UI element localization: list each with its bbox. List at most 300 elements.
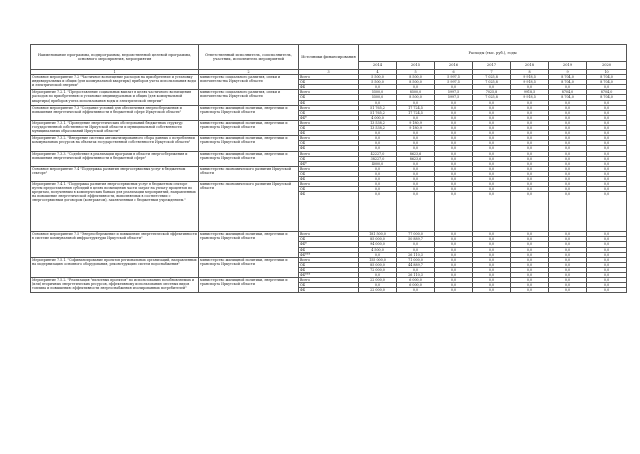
amount-cell: 0,0 [511, 267, 549, 272]
column-index: 10 [587, 70, 627, 75]
amount-cell: 0,0 [587, 242, 627, 247]
amount-cell: 0,0 [435, 141, 473, 146]
amount-cell: 0,0 [549, 237, 587, 242]
amount-cell: 0,0 [359, 166, 397, 171]
amount-cell: 0,0 [587, 85, 627, 90]
amount-cell: 5 500,0 [359, 80, 397, 85]
amount-cell: 5 997,5 [435, 80, 473, 85]
amount-cell: 8 704,0 [549, 75, 587, 80]
amount-cell: 8 704,0 [549, 95, 587, 100]
amount-cell: 0,0 [549, 105, 587, 110]
amount-cell: 0,0 [435, 105, 473, 110]
funding-source: ФБ [299, 85, 359, 90]
amount-cell: 0,0 [549, 100, 587, 105]
amount-cell: 38227,0 [359, 156, 397, 161]
amount-cell: 0,0 [549, 267, 587, 272]
activity-name: Основное мероприятие 7.4 "Поддержка развития энергосервисных услуг в бюджетном секторе" [31, 166, 199, 181]
amount-cell: 0,0 [473, 171, 511, 176]
amount-cell: 0,0 [397, 136, 435, 141]
amount-cell: 0,0 [435, 100, 473, 105]
amount-cell: 8623,6 [397, 151, 435, 156]
financing-table-page [30, 44, 626, 293]
amount-cell: 0,0 [473, 288, 511, 293]
amount-cell: 44 889,7 [397, 262, 435, 267]
amount-cell: 0,0 [397, 176, 435, 181]
amount-cell: 0,0 [473, 232, 511, 237]
amount-cell: 0,0 [587, 252, 627, 257]
amount-cell: 0,0 [511, 100, 549, 105]
amount-cell: 0,0 [435, 182, 473, 187]
header-year-2019: 2019 [549, 62, 587, 70]
amount-cell: 0,0 [549, 283, 587, 288]
funding-source: ОБ [299, 110, 359, 115]
amount-cell: 0,0 [435, 288, 473, 293]
responsible-executor: министерство экономического развития Иркутской области [199, 182, 299, 232]
amount-cell: 0,0 [435, 110, 473, 115]
funding-source: ФБ*** [299, 252, 359, 257]
amount-cell: 0,0 [473, 166, 511, 171]
amount-cell: 0,0 [397, 171, 435, 176]
amount-cell: 5997,5 [435, 90, 473, 95]
funding-source: ОБ [299, 283, 359, 288]
amount-cell: 8 704,0 [549, 80, 587, 85]
activity-name: Мероприятие 7.2.1. "Предоставление социальных выплат в целях частичного возмещения расходов по приобретению и установке индивидуальных и общих (для коммунальной квартиры) приборов учета использования воды и электрической энергии" [31, 90, 199, 105]
amount-cell: 0,0 [511, 182, 549, 187]
amount-cell: 0,0 [549, 192, 587, 232]
amount-cell: 0,0 [359, 100, 397, 105]
amount-cell: 0,0 [473, 262, 511, 267]
amount-cell: 0,0 [359, 182, 397, 187]
amount-cell: 0,0 [511, 278, 549, 283]
amount-cell: 0,0 [549, 262, 587, 267]
funding-source: ФБ [299, 131, 359, 136]
funding-source: ОБ [299, 237, 359, 242]
amount-cell: 0,0 [435, 146, 473, 151]
responsible-executor: министерство жилищной политики, энергетики и транспорта Иркутской области [199, 105, 299, 120]
funding-source: ФБ [299, 192, 359, 232]
amount-cell: 0,0 [435, 242, 473, 247]
amount-cell: 0,0 [587, 176, 627, 181]
amount-cell: 0,0 [587, 146, 627, 151]
amount-cell: 9918,5 [511, 90, 549, 95]
table-body [31, 70, 627, 293]
amount-cell: 0,0 [549, 187, 587, 192]
amount-cell: 0,0 [511, 110, 549, 115]
amount-cell: 0,0 [435, 252, 473, 257]
amount-cell: 0,0 [359, 192, 397, 232]
amount-cell: 0,0 [473, 146, 511, 151]
amount-cell: 0,0 [587, 131, 627, 136]
amount-cell: 0,0 [359, 176, 397, 181]
funding-source: ОБ [299, 156, 359, 161]
header-year-2016: 2016 [435, 62, 473, 70]
amount-cell: 0,0 [435, 278, 473, 283]
amount-cell: 0,0 [359, 187, 397, 192]
amount-cell: 8 704,0 [587, 95, 627, 100]
header-responsible: Ответственный исполнитель, соисполнитель, участник, исполнитель мероприятий [199, 45, 299, 70]
amount-cell: 5500,0 [359, 90, 397, 95]
amount-cell: 0,0 [435, 126, 473, 131]
amount-cell: 0,0 [473, 156, 511, 161]
amount-cell: 0,0 [359, 273, 397, 278]
amount-cell: 0,0 [511, 171, 549, 176]
amount-cell: 0,0 [473, 237, 511, 242]
amount-cell: 0,0 [549, 156, 587, 161]
amount-cell: 17 724,5 [397, 110, 435, 115]
activity-name: Основное мероприятие 7.5 "Энергосбережение и повышение энергетической эффективности в системе коммунальной инфраструктуры Иркутской области" [31, 232, 199, 257]
amount-cell: 0,0 [511, 131, 549, 136]
amount-cell: 0,0 [587, 278, 627, 283]
amount-cell: 0,0 [435, 187, 473, 192]
amount-cell: 0,0 [473, 141, 511, 146]
activity-name: Основное мероприятие 7.3 "Создание условий для обеспечения энергосбережения и повышения энергетической эффективности в бюджетной сфере Иркутской области" [31, 105, 199, 120]
amount-cell: 0,0 [549, 126, 587, 131]
amount-cell: 0,0 [511, 85, 549, 90]
amount-cell: 0,0 [473, 283, 511, 288]
amount-cell: 0,0 [511, 288, 549, 293]
amount-cell: 0,0 [549, 110, 587, 115]
amount-cell: 0,0 [587, 110, 627, 115]
amount-cell: 0,0 [435, 171, 473, 176]
responsible-executor: министерство социального развития, опеки и попечительства Иркутской области [199, 75, 299, 90]
amount-cell: 0,0 [587, 161, 627, 166]
amount-cell: 0,0 [511, 126, 549, 131]
amount-cell: 6 000,0 [397, 283, 435, 288]
amount-cell: 0,0 [587, 192, 627, 232]
amount-cell: 6 000,0 [397, 278, 435, 283]
funding-source: ОБ [299, 80, 359, 85]
amount-cell: 0,0 [473, 100, 511, 105]
amount-cell: 0,0 [549, 273, 587, 278]
amount-cell: 22 000,0 [359, 288, 397, 293]
amount-cell: 0,0 [435, 161, 473, 166]
amount-cell: 0,0 [587, 182, 627, 187]
funding-source: ОБ [299, 141, 359, 146]
amount-cell: 8 500,0 [397, 80, 435, 85]
amount-cell: 0,0 [359, 85, 397, 90]
activity-name: Мероприятие 7.3.1. "Проведение энергетических обследований бюджетных структур государственной собственности Иркутской области и муниципальной собственности муниципальных образований Иркутской области" [31, 120, 199, 135]
amount-cell: 0,0 [511, 283, 549, 288]
amount-cell: 17 724,5 [397, 105, 435, 110]
amount-cell: 0,0 [359, 283, 397, 288]
amount-cell: 0,0 [435, 232, 473, 237]
funding-source: ФБ* [299, 161, 359, 166]
amount-cell: 8623,6 [397, 156, 435, 161]
amount-cell: 0,0 [397, 146, 435, 151]
amount-cell: 0,0 [549, 171, 587, 176]
amount-cell: 0,0 [397, 166, 435, 171]
amount-cell: 0,0 [397, 182, 435, 187]
amount-cell: 0,0 [511, 237, 549, 242]
funding-source: Всего [299, 151, 359, 156]
amount-cell: 0,0 [359, 141, 397, 146]
amount-cell: 9 180,9 [397, 120, 435, 125]
amount-cell: 8 500,0 [397, 75, 435, 80]
header-year-2017: 2017 [473, 62, 511, 70]
amount-cell: 0,0 [587, 187, 627, 192]
amount-cell: 0,0 [511, 141, 549, 146]
amount-cell: 0,0 [549, 288, 587, 293]
activity-name: Мероприятие 7.3.2. "Внедрение системы автоматизированного сбора данных о потреблении коммунальных ресурсов на объектах государственной собственности Иркутской области" [31, 136, 199, 151]
amount-cell: 0,0 [473, 151, 511, 156]
header-expenses: Расходы (тыс. руб.), годы [359, 45, 627, 62]
amount-cell: 0,0 [549, 166, 587, 171]
amount-cell: 0,0 [587, 257, 627, 262]
responsible-executor: министерство жилищной политики, энергетики и транспорта Иркутской области [199, 257, 299, 277]
amount-cell: 0,0 [587, 105, 627, 110]
funding-source: Всего [299, 75, 359, 80]
funding-source: Всего [299, 166, 359, 171]
activity-name: Мероприятие 7.3.3. "Содействие в реализации программ в области энергосбережения и повышения энергетической эффективности в бюджетной сфере" [31, 151, 199, 166]
amount-cell: 85 000,0 [359, 262, 397, 267]
amount-cell: 0,0 [587, 232, 627, 237]
amount-cell: 0,0 [587, 273, 627, 278]
funding-source: ФБ [299, 100, 359, 105]
funding-source: ОБ [299, 95, 359, 100]
amount-cell: 0,0 [511, 232, 549, 237]
funding-source: Всего [299, 257, 359, 262]
amount-cell: 0,0 [549, 232, 587, 237]
amount-cell: 13 538,2 [359, 126, 397, 131]
funding-source: ФБ*** [299, 273, 359, 278]
amount-cell: 0,0 [359, 171, 397, 176]
amount-cell: 0,0 [511, 273, 549, 278]
amount-cell: 0,0 [549, 176, 587, 181]
column-index: 6 [435, 70, 473, 75]
amount-cell: 0,0 [435, 120, 473, 125]
amount-cell: 0,0 [397, 242, 435, 247]
amount-cell: 0,0 [473, 120, 511, 125]
amount-cell: 51 765,2 [359, 110, 397, 115]
amount-cell: 9 918,5 [511, 95, 549, 100]
amount-cell: 13 538,2 [359, 120, 397, 125]
amount-cell: 5997,5 [435, 95, 473, 100]
amount-cell: 0,0 [511, 115, 549, 120]
amount-cell: 7 025,8 [473, 80, 511, 85]
amount-cell: 181 500,0 [359, 232, 397, 237]
amount-cell: 0,0 [587, 156, 627, 161]
amount-cell: 0,0 [435, 115, 473, 120]
amount-cell: 77 000,0 [397, 232, 435, 237]
responsible-executor: министерство экономического развития Иркутской области [199, 166, 299, 181]
amount-cell: 0,0 [359, 146, 397, 151]
column-index: 5 [397, 70, 435, 75]
amount-cell: 0,0 [511, 156, 549, 161]
amount-cell: 0,0 [549, 131, 587, 136]
amount-cell: 0,0 [511, 120, 549, 125]
amount-cell: 0,0 [435, 247, 473, 252]
amount-cell: 0,0 [473, 182, 511, 187]
amount-cell: 0,0 [473, 136, 511, 141]
amount-cell: 0,0 [549, 252, 587, 257]
amount-cell: 85 000,0 [359, 237, 397, 242]
amount-cell: 4 000,0 [359, 115, 397, 120]
amount-cell: 0,0 [473, 247, 511, 252]
amount-cell: 51 765,2 [359, 105, 397, 110]
funding-source: Всего [299, 232, 359, 237]
amount-cell: 0,0 [397, 141, 435, 146]
amount-cell: 50 889,7 [397, 237, 435, 242]
amount-cell: 0,0 [397, 100, 435, 105]
amount-cell: 0,0 [435, 85, 473, 90]
amount-cell: 26 110,3 [397, 273, 435, 278]
funding-source: ФБ [299, 288, 359, 293]
amount-cell: 0,0 [587, 267, 627, 272]
amount-cell: 0,0 [511, 242, 549, 247]
amount-cell: 42227,0 [359, 151, 397, 156]
amount-cell: 0,0 [473, 115, 511, 120]
amount-cell: 0,0 [587, 151, 627, 156]
amount-cell: 0,0 [511, 161, 549, 166]
funding-source: Всего [299, 278, 359, 283]
amount-cell: 0,0 [511, 146, 549, 151]
activity-name: Основное мероприятие 7.2 "Частичное возмещение расходов на приобретение и установку индивидуальных и общих (для коммунальной квартиры) приборов учета использования воды и электрической энергии" [31, 75, 199, 90]
amount-cell: 0,0 [473, 110, 511, 115]
header-year-2015: 2015 [397, 62, 435, 70]
amount-cell: 0,0 [473, 187, 511, 192]
amount-cell: 0,0 [397, 192, 435, 232]
amount-cell: 0,0 [435, 176, 473, 181]
amount-cell: 0,0 [435, 131, 473, 136]
amount-cell: 0,0 [473, 85, 511, 90]
amount-cell: 0,0 [435, 283, 473, 288]
amount-cell: 0,0 [587, 120, 627, 125]
funding-source: Всего [299, 136, 359, 141]
amount-cell: 9 918,5 [511, 80, 549, 85]
activity-name: Мероприятие 7.4.1. "Поддержка развития энергосервисных услуг в бюджетном секторе путем предоставления субсидий в целях возмещения части затрат на уплату процентов по кредитам, полученным в коммерческих банках для реализации мероприятий, направленных на повышение энергетической эффективности, выполняемых в соответствии с энергосервисным договором (контрактом), заключенным с бюджетным учреждением." [31, 182, 199, 232]
amount-cell: 0,0 [549, 146, 587, 151]
amount-cell: 0,0 [397, 247, 435, 252]
amount-cell: 0,0 [587, 100, 627, 105]
amount-cell: 0,0 [511, 262, 549, 267]
funding-source: ОБ [299, 171, 359, 176]
responsible-executor: министерство жилищной политики, энергетики и транспорта Иркутской области [199, 120, 299, 135]
amount-cell: 71 000,0 [397, 257, 435, 262]
responsible-executor: министерство социального развития, опеки и попечительства Иркутской области [199, 90, 299, 105]
amount-cell: 0,0 [549, 141, 587, 146]
amount-cell: 0,0 [587, 171, 627, 176]
amount-cell: 0,0 [587, 288, 627, 293]
amount-cell: 0,0 [587, 166, 627, 171]
header-year-2018: 2018 [511, 62, 549, 70]
responsible-executor: министерство жилищной политики, энергетики и транспорта Иркутской области [199, 278, 299, 293]
amount-cell: 0,0 [549, 115, 587, 120]
amount-cell: 0,0 [511, 151, 549, 156]
amount-cell: 0,0 [549, 136, 587, 141]
funding-source: ФБ [299, 267, 359, 272]
amount-cell: 0,0 [397, 267, 435, 272]
amount-cell: 0,0 [511, 105, 549, 110]
amount-cell: 0,0 [549, 151, 587, 156]
amount-cell: 0,0 [473, 242, 511, 247]
amount-cell: 0,0 [397, 131, 435, 136]
responsible-executor: министерство жилищной политики, энергетики и транспорта Иркутской области [199, 151, 299, 166]
amount-cell: 0,0 [587, 237, 627, 242]
amount-cell: 0,0 [549, 182, 587, 187]
amount-cell: 0,0 [587, 283, 627, 288]
amount-cell: 0,0 [549, 85, 587, 90]
amount-cell: 0,0 [435, 151, 473, 156]
amount-cell: 8704,0 [587, 90, 627, 95]
amount-cell: 72 000,0 [359, 267, 397, 272]
amount-cell: 9 180,9 [397, 126, 435, 131]
amount-cell: 4 500,0 [359, 247, 397, 252]
amount-cell: 0,0 [473, 161, 511, 166]
funding-source: ОБ [299, 262, 359, 267]
amount-cell: 0,0 [397, 288, 435, 293]
amount-cell: 8 704,0 [587, 80, 627, 85]
amount-cell: 0,0 [587, 136, 627, 141]
amount-cell: 155 000,0 [359, 257, 397, 262]
amount-cell: 4000,0 [359, 161, 397, 166]
amount-cell: 0,0 [435, 166, 473, 171]
amount-cell: 0,0 [473, 273, 511, 278]
amount-cell: 0,0 [435, 262, 473, 267]
amount-cell: 0,0 [397, 161, 435, 166]
funding-source: Всего [299, 182, 359, 187]
amount-cell: 0,0 [511, 136, 549, 141]
amount-cell: 8500,0 [397, 90, 435, 95]
amount-cell: 0,0 [473, 131, 511, 136]
amount-cell: 5 997,5 [435, 75, 473, 80]
amount-cell: 0,0 [397, 115, 435, 120]
amount-cell: 0,0 [435, 267, 473, 272]
amount-cell: 8 500,0 [397, 95, 435, 100]
funding-source: ФБ* [299, 242, 359, 247]
column-index: 9 [549, 70, 587, 75]
amount-cell: 0,0 [359, 252, 397, 257]
amount-cell: 94 000,0 [359, 242, 397, 247]
amount-cell: 0,0 [435, 237, 473, 242]
column-index: 1 [31, 70, 199, 75]
header-program-name: Наименование программы, подпрограммы, ведомственной целевой программы, основного мероприятия, мероприятия [31, 45, 199, 70]
amount-cell: 0,0 [435, 156, 473, 161]
amount-cell: 0,0 [511, 247, 549, 252]
amount-cell: 0,0 [549, 257, 587, 262]
funding-source: ОБ [299, 187, 359, 192]
header-year-2020: 2020 [587, 62, 627, 70]
amount-cell: 26 110,3 [397, 252, 435, 257]
column-index: 8 [511, 70, 549, 75]
funding-source: ОБ [299, 126, 359, 131]
amount-cell: 0,0 [549, 161, 587, 166]
amount-cell: 7 025,8 [473, 75, 511, 80]
column-index: 2 [199, 70, 299, 75]
amount-cell: 0,0 [435, 136, 473, 141]
amount-cell: 0,0 [473, 252, 511, 257]
amount-cell: 0,0 [473, 267, 511, 272]
amount-cell: 0,0 [435, 257, 473, 262]
amount-cell: 0,0 [435, 273, 473, 278]
amount-cell: 0,0 [587, 126, 627, 131]
amount-cell: 22 000,0 [359, 278, 397, 283]
amount-cell: 0,0 [435, 192, 473, 232]
funding-source: ФБ* [299, 115, 359, 120]
amount-cell: 9 918,5 [511, 75, 549, 80]
amount-cell: 0,0 [397, 85, 435, 90]
amount-cell: 0,0 [549, 120, 587, 125]
amount-cell: 0,0 [549, 278, 587, 283]
column-index: 3 [299, 70, 359, 75]
amount-cell: 0,0 [473, 257, 511, 262]
funding-source: ФБ [299, 146, 359, 151]
amount-cell: 0,0 [511, 166, 549, 171]
amount-cell: 0,0 [511, 192, 549, 232]
amount-cell: 0,0 [511, 187, 549, 192]
funding-source: Всего [299, 105, 359, 110]
header-year-2014: 2014 [359, 62, 397, 70]
activity-name: Мероприятие 7.5.2. "Реализация "пилотных проектов" по использованию возобновляемых и (или) вторичных энергетических ресурсов, эффективному использованию местных видов топлива и повышению эффективности энергоснабжения изолированных потребителей" [31, 278, 199, 293]
